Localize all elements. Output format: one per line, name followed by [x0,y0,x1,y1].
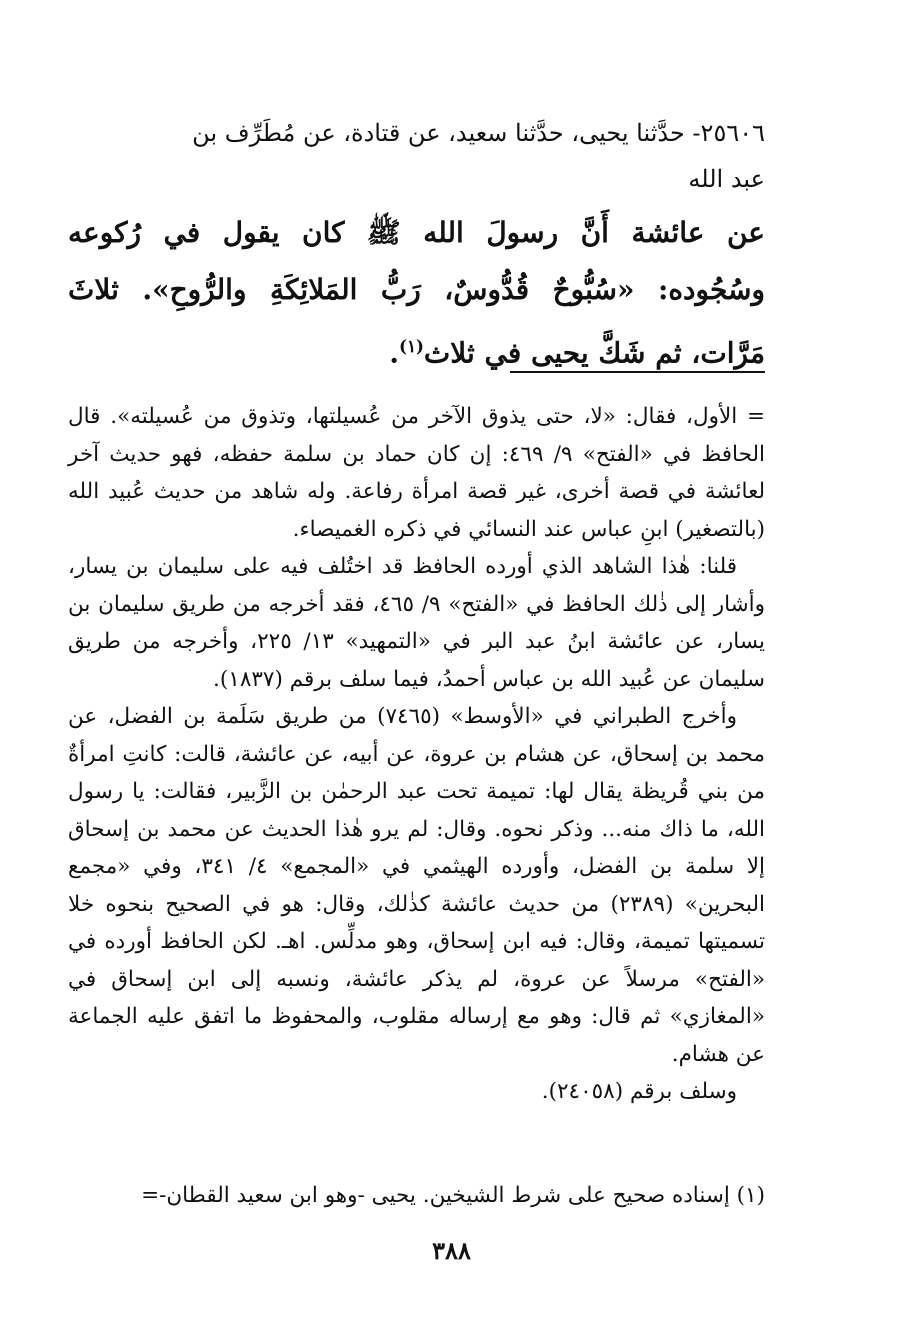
hadith-isnad [68,110,765,202]
footnote-marker[interactable]: (١) [398,336,424,356]
footnote-separator [510,371,765,373]
note-paragraph-1: = الأول، فقال: «لا، حتى يذوق الآخر من عُسيلتها، وتذوق من عُسيلته». قال الحافظ في «الفتح» ٩/ ٤٦٩: إن كان حماد بن سلمة حفظه، فهو حديث آخر لعائشة في قصة أخرى، غير قصة امرأة رفاعة. وله شاهد من حديث عُبيد الله (بالتصغير) ابنِ عباس عند النسائي في ذكره الغميصاء. [68,404,765,542]
isnad-line-2: عبد الله [688,165,765,193]
hadith-matn [68,204,765,381]
note-paragraph-4: وسلف برقم (٢٤٠٥٨). [541,1079,737,1104]
matn-end: . [389,336,399,370]
isnad-line-1: ٢٥٦٠٦- حدَّثنا يحيى، حدَّثنا سعيد، عن قتادة، عن مُطَرِّف بن [192,119,765,147]
previous-footnote-continuation [68,398,765,1111]
note-paragraph-2: قلنا: هٰذا الشاهد الذي أورده الحافظ قد اختُلف فيه على سليمان بن يسار، وأشار إلى ذٰلك الحافظ في «الفتح» ٩/ ٤٦٥، فقد أخرجه من طريق سليمان بن يسار، عن عائشة ابنُ عبد البر في «التمهيد» ١٣/ ٢٢٥، وأخرجه من طريق سليمان عن عُبيد الله بن عباس أحمدُ، فيما سلف برقم (١٨٣٧). [68,554,765,692]
matn-text: عن عائشة أَنَّ رسولَ الله ﷺ كان يقول في رُكوعه وسُجُوده: «سُبُّوحٌ قُدُّوسٌ، رَبُّ المَلائِكَةِ والرُّوحِ». ثلاثَ مَرَّات، ثم شَكَّ يحيى في ثلاث [68,216,765,370]
note-paragraph-3: وأخرج الطبراني في «الأوسط» (٧٤٦٥) من طريق سَلَمة بن الفضل، عن محمد بن إسحاق، عن هشام بن عروة، عن أبيه، عن عائشة، قالت: كانتِ امرأةٌ من بني قُريظة يقال لها: تميمة تحت عبد الرحمٰن بن الزَّبير، فقالت: يا رسول الله، ما ذاك منه... وذكر نحوه. وقال: لم يرو هٰذا الحديث عن محمد بن إسحاق إلا سلمة بن الفضل، وأورده الهيثمي في «المجمع» ٤/ ٣٤١، وفي «مجمع البحرين» (٢٣٨٩) من حديث عائشة كذٰلك، وقال: هو في الصحيح بنحوه خلا تسميتها تميمة، وقال: فيه ابن إسحاق، وهو مدلِّس. اهـ. لكن الحافظ أورده في «الفتح» مرسلاً عن عروة، لم يذكر عائشة، ونسبه إلى ابن إسحاق في «المغازي» ثم قال: وهو مع إرساله مقلوب، والمحفوظ ما اتفق عليه الجماعة عن هشام. [68,704,766,1067]
page-number: ٣٨٨ [432,1236,471,1265]
footnote-1: (١) إسناده صحيح على شرط الشيخين. يحيى -وهو ابن سعيد القطان-= [141,1183,765,1208]
